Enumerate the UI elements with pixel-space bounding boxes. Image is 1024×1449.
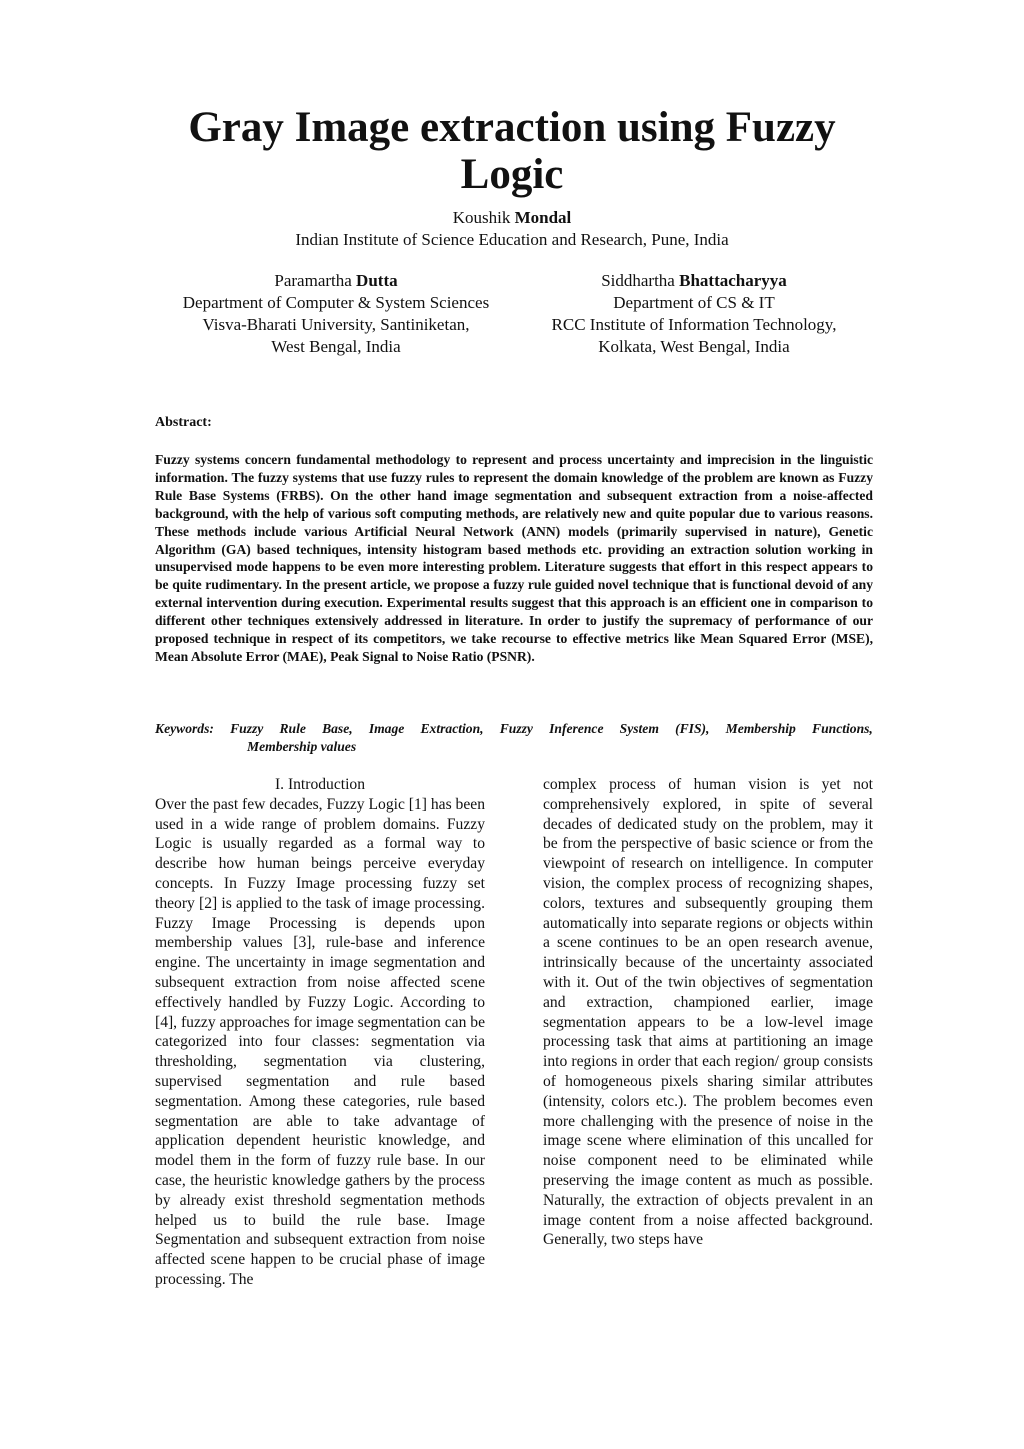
paper-title-line-1: Gray Image extraction using Fuzzy [188, 104, 836, 151]
author-1-affiliation: Indian Institute of Science Education and Research, Pune, India [295, 230, 729, 249]
paper-title-line-2: Logic [460, 151, 564, 198]
keywords-label: Keywords: [155, 721, 214, 736]
author-3-name [528, 270, 860, 292]
intro-right-column [543, 775, 873, 1250]
keyword-word: Fuzzy [230, 721, 264, 736]
author-2-affiliation-line-1: Department of Computer & System Sciences [182, 293, 490, 312]
abstract-text: Fuzzy systems concern fundamental methodology to represent and process uncertainty and imprecision in the linguistic information. The fuzzy systems that use fuzzy rules to represent the domain knowledge of the problem are known as Fuzzy Rule Base Systems (FRBS). On the other hand image segmentation and subsequent extraction from a noise-affected background, with the help of various soft computing methods, are relatively new and quite popular due to various reasons. These methods include various Artificial Neural Network (ANN) models (primarily supervised in nature), Genetic Algorithm (GA) based techniques, intensity histogram based methods etc. providing an extraction solution working in unsupervised mode happens to be even more interesting problem. Literature suggests that effort in this respect appears to be quite rudimentary. In the present article, we propose a fuzzy rule guided novel technique that is functional devoid of any external intervention during execution. Experimental results suggest that this approach is an efficient one in comparison to different other techniques extensively addressed in literature. In order to justify the supremacy of performance of our proposed technique in respect of its competitors, we take recourse to effective metrics like Mean Squared Error (MSE), Mean Absolute Error (MAE), Peak Signal to Noise Ratio (PSNR). [155, 452, 873, 664]
keyword-word: Rule [279, 721, 306, 736]
author-1-name [0, 207, 1024, 229]
keyword-word: Inference [549, 721, 604, 736]
keywords-block [155, 720, 873, 756]
author-3-affiliation-line-2: RCC Institute of Information Technology, [551, 315, 837, 334]
author-1-first-name: Koushik [452, 208, 511, 227]
author-2-last-name: Dutta [356, 271, 398, 290]
keywords-line-1 [155, 720, 873, 738]
abstract-heading: Abstract: [155, 415, 212, 430]
author-3-block [528, 270, 860, 358]
intro-left-column [155, 775, 485, 1290]
keyword-word: (FIS), [675, 721, 710, 736]
author-1-last-name: Mondal [514, 208, 572, 227]
author-2-first-name: Paramartha [274, 271, 352, 290]
author-2-affiliation-line-2: Visva-Bharati University, Santiniketan, [202, 315, 470, 334]
author-2-affiliation-line-3: West Bengal, India [271, 337, 401, 356]
keyword-word: Functions, [812, 721, 873, 736]
author-2-block [160, 270, 512, 358]
keyword-word: System [619, 721, 659, 736]
keyword-word: Membership [725, 721, 796, 736]
keyword-word: Fuzzy [499, 721, 533, 736]
keywords-line-2: Membership values [247, 739, 357, 754]
author-3-last-name: Bhattacharyya [679, 271, 787, 290]
section-heading-introduction: I. Introduction [274, 776, 366, 793]
intro-right-paragraph: complex process of human vision is yet not comprehensively explored, in spite of several decades of dedicated study on the problem, may it be from the perspective of basic science or from the viewpoint of research on intelligence. In computer vision, the complex process of recognizing shapes, colors, textures and subsequently grouping them automatically into separate regions or objects within a scene continues to be an open research avenue, intrinsically because of the uncertainty associated with it. Out of the twin objectives of segmentation and extraction, championed earlier, image segmentation appears to be a low-level image processing task that aims at partitioning an image into regions in order that each region/ group consists of homogeneous pixels sharing similar attributes (intensity, colors etc.). The problem becomes even more challenging with the presence of noise in the image scene where elimination of this uncalled for noise component need to be eliminated while preserving the image content as much as possible. Naturally, the extraction of objects prevalent in an image content from a noise affected background. Generally, two steps have [543, 776, 873, 1249]
author-2-name [160, 270, 512, 292]
keyword-word: Base, [322, 721, 353, 736]
author-3-first-name: Siddhartha [601, 271, 675, 290]
keyword-word: Extraction, [420, 721, 484, 736]
author-3-affiliation-line-1: Department of CS & IT [613, 293, 775, 312]
author-3-affiliation-line-3: Kolkata, West Bengal, India [598, 337, 790, 356]
keyword-word: Image [368, 721, 405, 736]
intro-left-paragraph: Over the past few decades, Fuzzy Logic [1] has been used in a wide range of problem domains. Fuzzy Logic is usually regarded as a formal way to describe how human beings perceive everyday concepts. In Fuzzy Image processing fuzzy set theory [2] is applied to the task of image processing. Fuzzy Image Processing is depends upon membership values [3], rule-base and inference engine. The uncertainty in image segmentation and subsequent extraction from noise affected scene effectively handled by Fuzzy Logic. According to [4], fuzzy approaches for image segmentation can be categorized into four classes: segmentation via thresholding, segmentation via clustering, supervised segmentation and rule based segmentation. Among these categories, rule based segmentation are able to take advantage of application dependent heuristic knowledge, and model them in the form of fuzzy rule base. In our case, the heuristic knowledge gathers by the process by already exist threshold segmentation methods helped us to build the rule base. Image Segmentation and subsequent extraction from noise affected scene happen to be crucial phase of image processing. The [155, 795, 485, 1288]
